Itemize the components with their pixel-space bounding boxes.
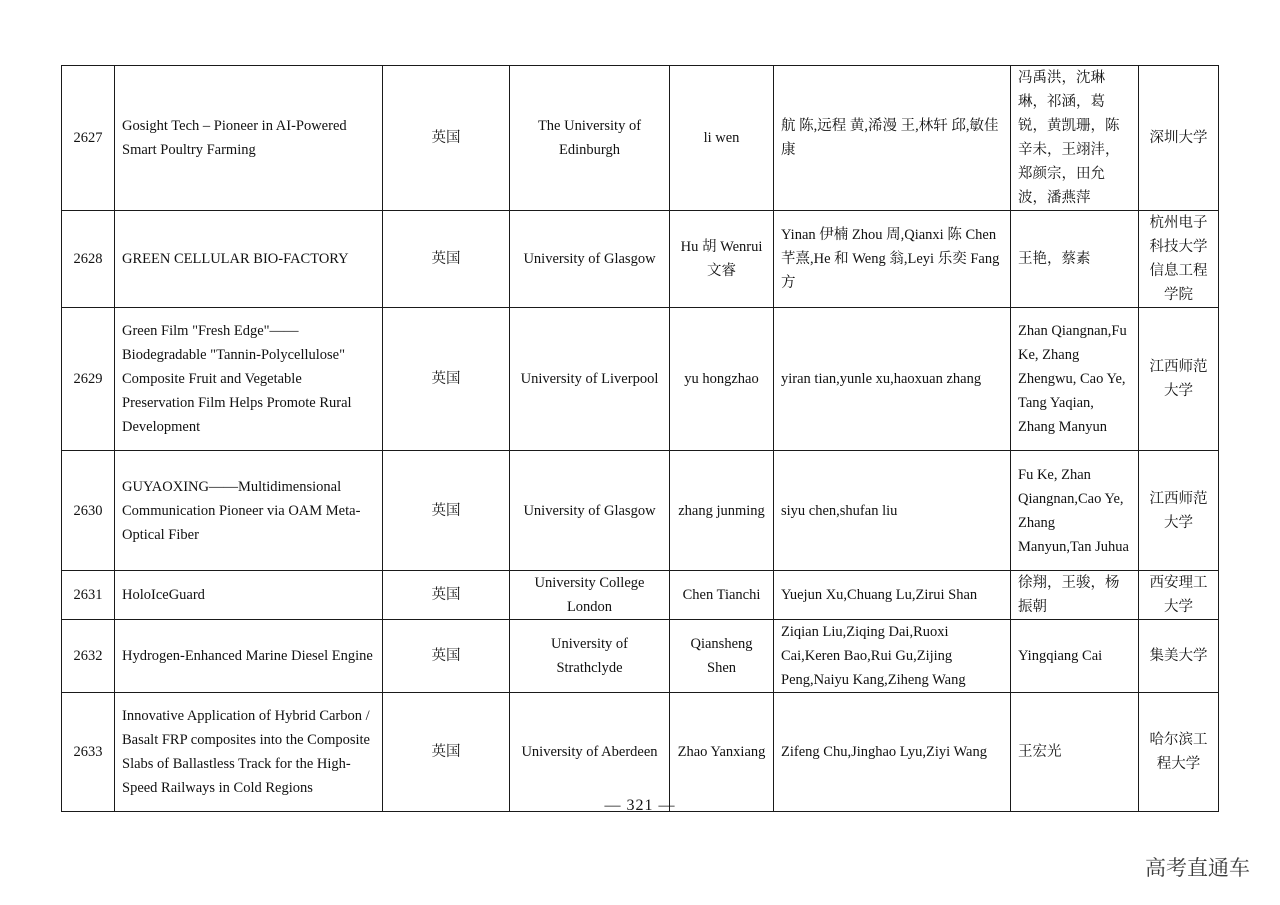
project-id-cell: 2633 — [62, 693, 115, 812]
country-cell: 英国 — [383, 571, 510, 620]
host-institution-cell: 深圳大学 — [1139, 66, 1219, 211]
project-name-cell: GREEN CELLULAR BIO-FACTORY — [115, 211, 383, 308]
host-institution-cell: 哈尔滨工程大学 — [1139, 693, 1219, 812]
table-row — [62, 571, 1219, 620]
table-row — [62, 620, 1219, 693]
university-cell: University of Liverpool — [510, 308, 670, 451]
table-row — [62, 211, 1219, 308]
host-institution-cell: 杭州电子科技大学信息工程学院 — [1139, 211, 1219, 308]
team-members-cell: Ziqian Liu,Ziqing Dai,Ruoxi Cai,Keren Bao,Rui Gu,Zijing Peng,Naiyu Kang,Ziheng Wang — [774, 620, 1011, 693]
university-cell: The University of Edinburgh — [510, 66, 670, 211]
country-cell: 英国 — [383, 308, 510, 451]
table-row — [62, 693, 1219, 812]
team-leader-cell: zhang junming — [670, 451, 774, 571]
project-name-cell: Innovative Application of Hybrid Carbon / Basalt FRP composites into the Composite Slabs of Ballastless Track for the High-Speed Railways in Cold Regions — [115, 693, 383, 812]
project-name-cell: Hydrogen-Enhanced Marine Diesel Engine — [115, 620, 383, 693]
watermark: 高考直通车 — [1145, 856, 1250, 880]
team-members-cell: Yinan 伊楠 Zhou 周,Qianxi 陈 Chen 芊熹,He 和 Weng 翁,Leyi 乐奕 Fang 方 — [774, 211, 1011, 308]
table-body — [62, 66, 1219, 812]
country-cell: 英国 — [383, 620, 510, 693]
project-id-cell: 2627 — [62, 66, 115, 211]
country-cell: 英国 — [383, 451, 510, 571]
team-leader-cell: yu hongzhao — [670, 308, 774, 451]
university-cell: University of Aberdeen — [510, 693, 670, 812]
team-members-cell: Zifeng Chu,Jinghao Lyu,Ziyi Wang — [774, 693, 1011, 812]
advisors-cell: 王宏光 — [1011, 693, 1139, 812]
project-id-cell: 2631 — [62, 571, 115, 620]
team-members-cell: yiran tian,yunle xu,haoxuan zhang — [774, 308, 1011, 451]
university-cell: University College London — [510, 571, 670, 620]
host-institution-cell: 江西师范大学 — [1139, 308, 1219, 451]
table-row — [62, 308, 1219, 451]
project-id-cell: 2629 — [62, 308, 115, 451]
project-id-cell: 2630 — [62, 451, 115, 571]
advisors-cell: 王艳，蔡素 — [1011, 211, 1139, 308]
university-cell: University of Glasgow — [510, 451, 670, 571]
project-table — [61, 65, 1219, 812]
project-name-cell: GUYAOXING——Multidimensional Communication Pioneer via OAM Meta-Optical Fiber — [115, 451, 383, 571]
team-members-cell: 航 陈,远程 黄,浠漫 王,林轩 邱,敏佳 康 — [774, 66, 1011, 211]
team-leader-cell: Qiansheng Shen — [670, 620, 774, 693]
project-name-cell: Green Film "Fresh Edge"——Biodegradable "Tannin-Polycellulose" Composite Fruit and Vegetable Preservation Film Helps Promote Rural Development — [115, 308, 383, 451]
team-members-cell: Yuejun Xu,Chuang Lu,Zirui Shan — [774, 571, 1011, 620]
team-leader-cell: li wen — [670, 66, 774, 211]
university-cell: University of Glasgow — [510, 211, 670, 308]
advisors-cell: Fu Ke, Zhan Qiangnan,Cao Ye, Zhang Manyun,Tan Juhua — [1011, 451, 1139, 571]
team-leader-cell: Hu 胡 Wenrui 文睿 — [670, 211, 774, 308]
advisors-cell: 徐翔，王骏，杨振朝 — [1011, 571, 1139, 620]
table-row — [62, 451, 1219, 571]
team-members-cell: siyu chen,shufan liu — [774, 451, 1011, 571]
host-institution-cell: 西安理工大学 — [1139, 571, 1219, 620]
advisors-cell: Yingqiang Cai — [1011, 620, 1139, 693]
project-id-cell: 2628 — [62, 211, 115, 308]
page-number: — 321 — — [604, 797, 676, 814]
host-institution-cell: 集美大学 — [1139, 620, 1219, 693]
team-leader-cell: Chen Tianchi — [670, 571, 774, 620]
project-name-cell: Gosight Tech – Pioneer in AI-Powered Smart Poultry Farming — [115, 66, 383, 211]
project-id-cell: 2632 — [62, 620, 115, 693]
host-institution-cell: 江西师范大学 — [1139, 451, 1219, 571]
advisors-cell: 冯禹洪，沈琳琳，祁涵，葛锐，黄凯珊，陈辛未，王翊沣，郑颜宗，田允波，潘燕萍 — [1011, 66, 1139, 211]
country-cell: 英国 — [383, 693, 510, 812]
project-name-cell: HoloIceGuard — [115, 571, 383, 620]
country-cell: 英国 — [383, 66, 510, 211]
advisors-cell: Zhan Qiangnan,Fu Ke, Zhang Zhengwu, Cao Ye, Tang Yaqian, Zhang Manyun — [1011, 308, 1139, 451]
table-row — [62, 66, 1219, 211]
team-leader-cell: Zhao Yanxiang — [670, 693, 774, 812]
university-cell: University of Strathclyde — [510, 620, 670, 693]
country-cell: 英国 — [383, 211, 510, 308]
